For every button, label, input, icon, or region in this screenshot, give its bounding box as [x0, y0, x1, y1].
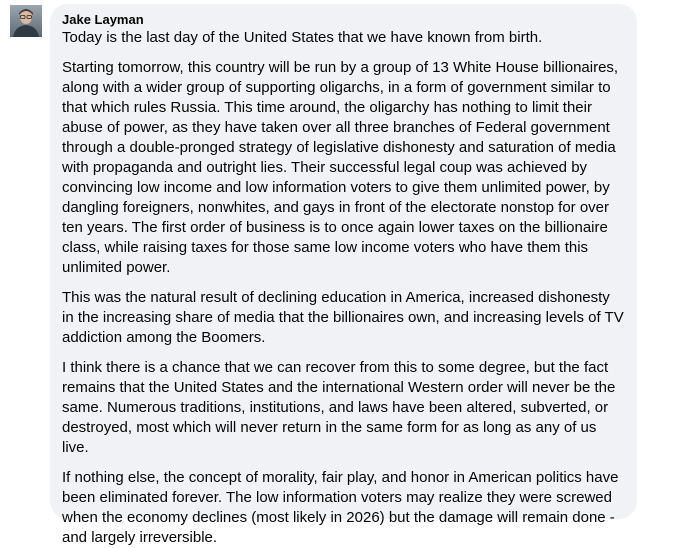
comment-paragraph-5: If nothing else, the concept of morality, fair play, and honor in American politics have been eliminated forever. The low information voters may realize they were screwed when the economy declines (most likely in 2026) but the damage will remain done - and largely irreversible. — [62, 469, 619, 546]
avatar[interactable] — [10, 5, 42, 37]
comment-paragraph-1: Today is the last day of the United States that we have known from birth. — [62, 29, 543, 46]
comment-paragraph-2: Starting tomorrow, this country will be run by a group of 13 White House billionaires, along with a wider group of supporting oligarchs, in a form of government similar to that which rules Russia. This time around, the oligarchy has nothing to limit their abuse of power, as they have taken over all three branches of Federal government through a double-pronged strategy of legislative dishonesty and saturation of media with propaganda and outright lies. Their successful legal coup was achieved by convincing low income and low information voters to give them unlimited power, by dangling foreigners, nonwhites, and gays in front of the electorate nonstop for over ten years. The first order of business is to once again lower taxes on the billionaire class, while raising taxes for those same low income voters who have them this unlimited power. — [62, 59, 619, 276]
user-avatar-icon — [10, 5, 42, 37]
comment-paragraph-3: This was the natural result of declining education in America, increased dishonesty in the increasing share of media that the billionaires own, and increasing levels of TV addiction among the Boomers. — [62, 289, 624, 346]
comment-bubble — [50, 4, 637, 546]
author-name[interactable]: Jake Layman — [62, 12, 144, 27]
comment-paragraph-4: I think there is a chance that we can recover from this to some degree, but the fact remains that the United States and the international Western order will never be the same. Numerous traditions, institutions, and laws have been altered, subverted, or destroyed, most which will never return in the same form for as long as any of us live. — [62, 359, 616, 456]
